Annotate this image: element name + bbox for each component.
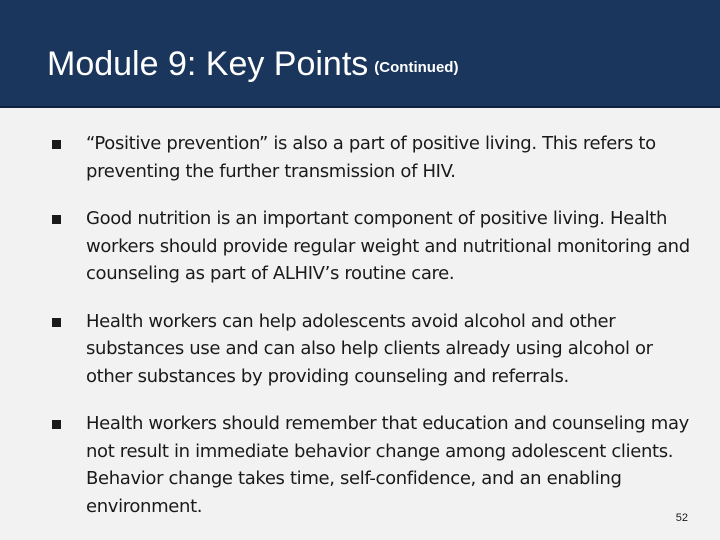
bullet-item [0, 308, 720, 391]
bullet-item [0, 205, 720, 288]
bullet-text: “Positive prevention” is also a part of positive living. This refers to preventing the further transmission of HIV. [86, 133, 656, 182]
title-bar [0, 0, 720, 108]
square-bullet-icon [52, 140, 61, 149]
square-bullet-icon [52, 420, 61, 429]
bullet-item [0, 130, 720, 185]
page-number: 52 [675, 512, 688, 524]
bullet-item [0, 410, 720, 520]
title-subtitle: (Continued) [374, 59, 459, 76]
title-text: Module 9: Key Points [47, 45, 369, 83]
square-bullet-icon [52, 215, 61, 224]
bullet-list [0, 130, 720, 540]
slide-title [47, 44, 458, 88]
bullet-text: Health workers should remember that education and counseling may not result in immediate behavior change among adolescent clients. Behavior change takes time, self-confidence, and an enabling environment. [86, 413, 689, 517]
bullet-text: Good nutrition is an important component of positive living. Health workers should provide regular weight and nutritional monitoring and counseling as part of ALHIV’s routine care. [86, 208, 690, 284]
bullet-text: Health workers can help adolescents avoid alcohol and other substances use and can also help clients already using alcohol or other substances by providing counseling and referrals. [86, 310, 653, 387]
square-bullet-icon [52, 318, 61, 327]
